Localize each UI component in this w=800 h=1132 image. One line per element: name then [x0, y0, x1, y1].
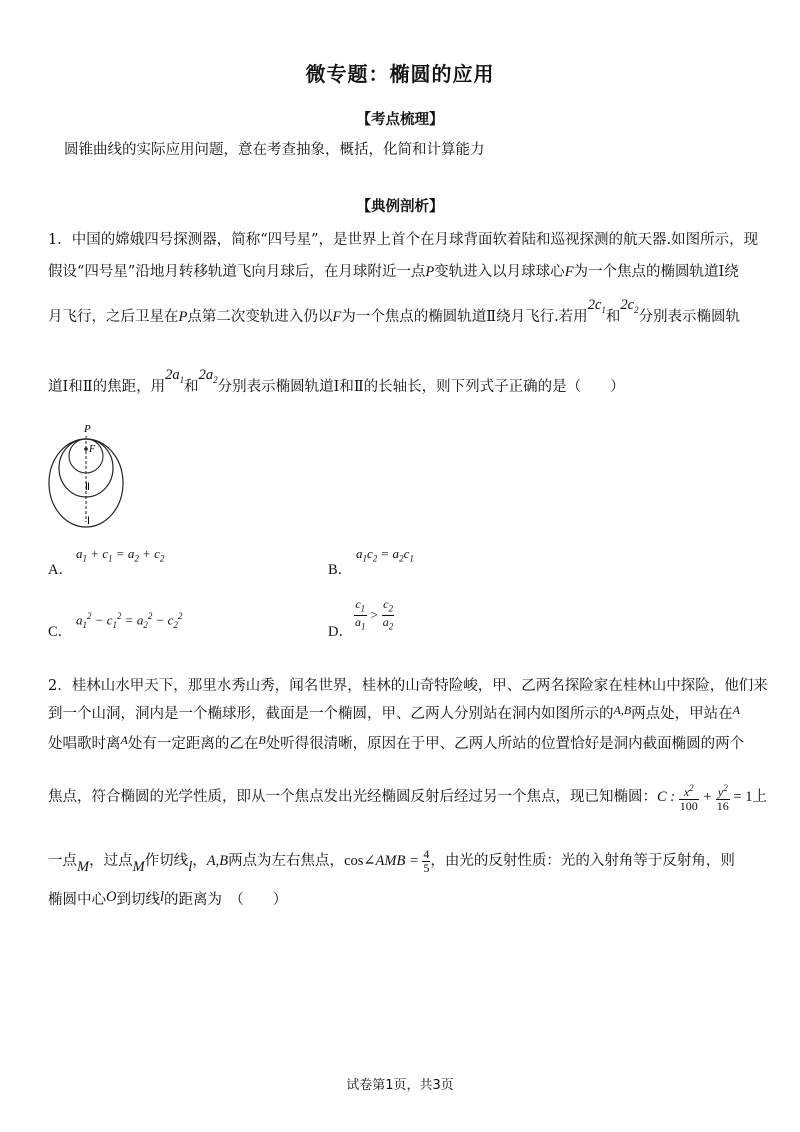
option-c-formula: $a_1^2 - c_1^2 = a_2^2 - c_2^2$	[76, 611, 183, 630]
option-a-formula: $a_1 + c_1 = a_2 + c_2$	[76, 546, 165, 564]
math-2c1: $2c_1$	[587, 297, 606, 315]
option-d-formula: $\frac{c_1}{a_1}$ > $\frac{c_2}{a_2}$	[355, 597, 394, 632]
option-c-label: C．	[48, 624, 73, 640]
page-title: 微专题：椭圆的应用	[305, 62, 495, 86]
key-points-text: 圆锥曲线的实际应用问题，意在考查抽象，概括，化简和计算能力	[64, 142, 485, 158]
section-heading-key-points: 【考点梳理】	[356, 112, 444, 128]
page-footer: 试卷第1页，共3页	[346, 1078, 454, 1093]
q2-line-1: 2．桂林山水甲天下，那里水秀山秀，闻名世界，桂林的山奇特险峻，甲、乙两名探险家在桂林山中探险，他们来	[48, 678, 768, 694]
q1-line-2: 假设“四号星”沿地月转移轨道飞向月球后，在月球附近一点P变轨进入以月球球心F为一个焦点的椭圆轨道Ⅰ绕	[48, 264, 739, 280]
focus-point	[84, 447, 88, 451]
option-b-formula: $a_1c_2 = a_2c_1$	[356, 546, 414, 564]
label-orbit-1: Ⅰ	[87, 516, 90, 527]
q2-line-2: 到一个山洞，洞内是一个椭球形，截面是一个椭圆，甲、乙两人分别站在洞内如图所示的$^{A,B}$两点处，甲站在$^A$	[48, 703, 741, 722]
q2-line-3: 处唱歌时离$^A$处有一定距离的乙在$^B$处听得很清晰，原因在于甲、乙两人所站的位置恰好是洞内截面椭圆的两个	[48, 733, 745, 752]
orbit-figure	[46, 418, 136, 530]
q2-line-5: 一点M，过点M作切线l，A,B两点为左右焦点，cos∠AMB = $\frac{4}{5}$ ，由光的反射性质：光的入射角等于反射角，则	[48, 847, 735, 875]
q1-line-4: 道Ⅰ和Ⅱ的焦距，用$2a_1$和$2a_2$分别表示椭圆轨道Ⅰ和Ⅱ的长轴长，则下列式子正确的是（ ）	[48, 367, 625, 395]
q1-line-1: 1．中国的嫦娥四号探测器，简称“四号星”，是世界上首个在月球背面软着陆和巡视探测的航天器.如图所示，现	[48, 232, 759, 248]
q2-line-6: 椭圆中心O到切线l的距离为 （ ）	[48, 889, 288, 908]
section-heading-examples: 【典例剖析】	[356, 199, 444, 215]
ellipse-equation: C : $\frac{x^2}{100}$ + $\frac{y^2}{16}$ = 1	[657, 783, 753, 813]
label-p: P	[84, 423, 91, 435]
cos-equation: cos∠AMB = $\frac{4}{5}$	[344, 847, 430, 875]
q1-line-3: 月飞行，之后卫星在P点第二次变轨进入仍以F为一个焦点的椭圆轨道Ⅱ绕月飞行.若用$2c_1$和$2c_2$分别表示椭圆轨	[48, 297, 741, 325]
label-f: F	[89, 444, 96, 455]
option-a-label: A．	[48, 562, 73, 578]
math-2a1: $2a_1$	[165, 367, 185, 385]
option-d-label: D．	[328, 624, 353, 640]
math-2c2: $2c_2$	[620, 297, 639, 315]
math-2a2: $2a_2$	[198, 367, 218, 385]
label-orbit-2: Ⅱ	[85, 482, 90, 493]
option-b-label: B．	[328, 562, 353, 578]
q2-line-4: 焦点，符合椭圆的光学性质，即从一个焦点发出光经椭圆反射后经过另一个焦点，现已知椭圆：C : $\frac{x^2}{100}$ + $\frac{y^2}{16}$ = 1上	[48, 783, 767, 813]
